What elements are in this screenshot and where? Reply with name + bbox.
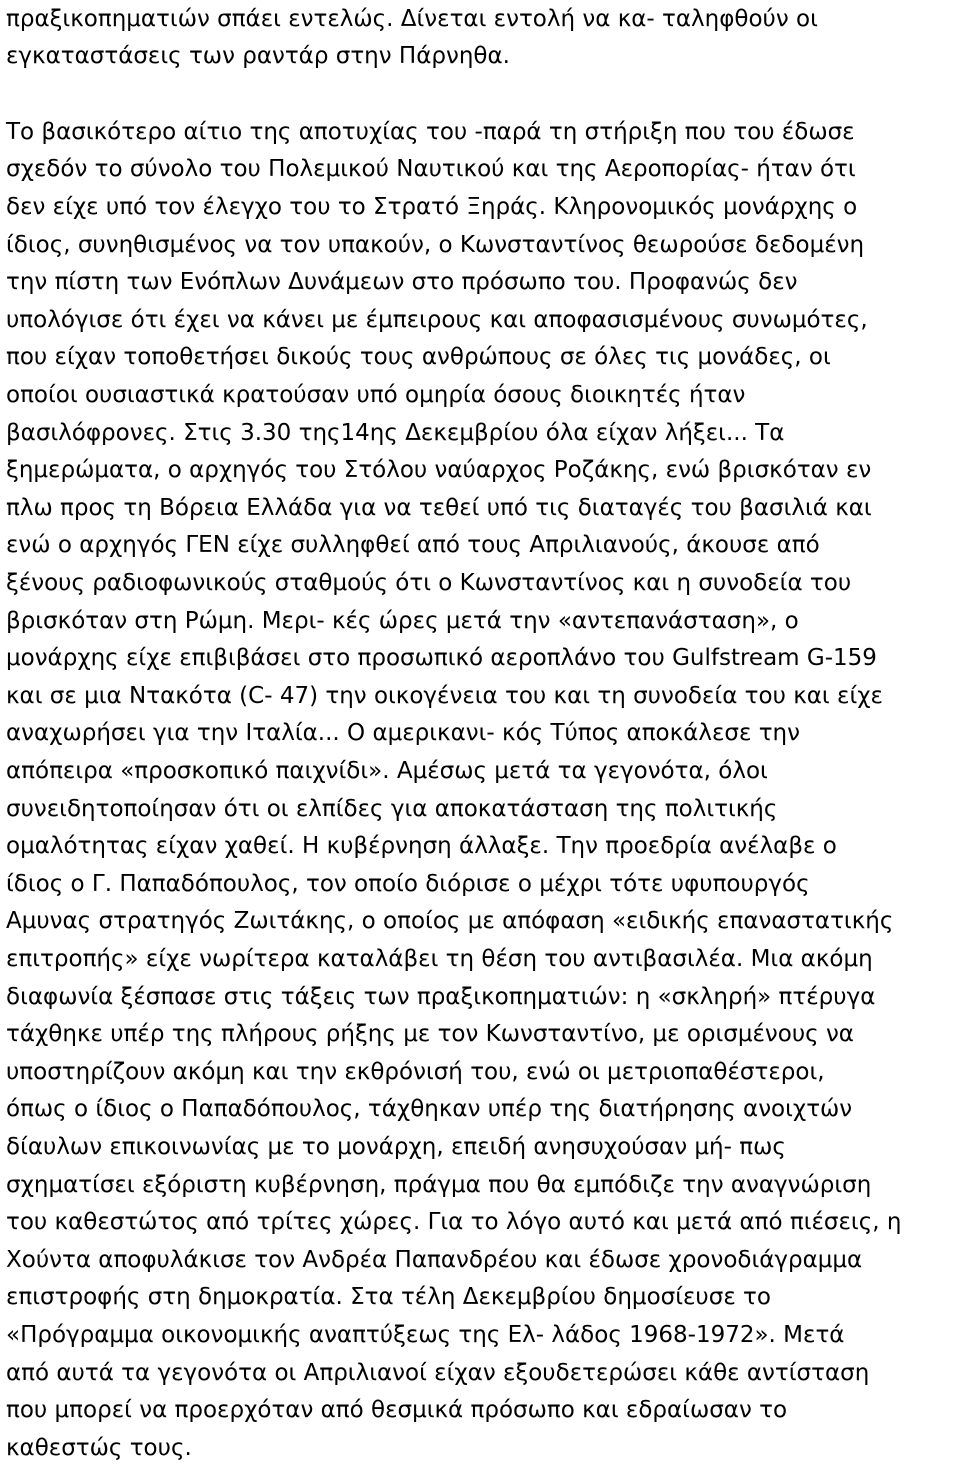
text-line: βασιλόφρονες. Στις 3.30 της14ης Δεκεμβρίου όλα είχαν λήξει... Τα [6,420,785,446]
text-line: επιστροφής στη δημοκρατία. Στα τέλη Δεκεμβρίου δημοσίευσε το [6,1284,771,1310]
text-line: υποστηρίζουν ακόμη και την εκθρόνισή του, ενώ οι μετριοπαθέστεροι, [6,1059,825,1085]
text-line: οποίοι ουσιαστικά κρατούσαν υπό ομηρία όσους διοικητές ήταν [6,382,746,408]
text-line: ομαλότητας είχαν χαθεί. Η κυβέρνηση άλλαξε. Την προεδρία ανέλαβε ο [6,833,837,859]
text-line: πλω προς τη Βόρεια Ελλάδα για να τεθεί υπό τις διαταγές του βασιλιά και [6,495,872,521]
text-line: Χούντα αποφυλάκισε τον Ανδρέα Παπανδρέου και έδωσε χρονοδιάγραμμα [6,1247,863,1273]
text-line: «Πρόγραμμα οικονομικής αναπτύξεως της Ελ- λάδος 1968-1972». Μετά [6,1322,845,1348]
text-line: Αμυνας στρατηγός Ζωιτάκης, ο οποίος με απόφαση «ειδικής επαναστατικής [6,908,894,934]
text-line: που μπορεί να προερχόταν από θεσμικά πρόσωπο και εδραίωσαν το [6,1397,788,1423]
text-line: δίαυλων επικοινωνίας με το μονάρχη, επειδή ανησυχούσαν μή- πως [6,1134,786,1160]
text-line: Το βασικότερο αίτιο της αποτυχίας του -παρά τη στήριξη που του έδωσε [6,119,855,145]
text-line: επιτροπής» είχε νωρίτερα καταλάβει τη θέση του αντιβασιλέα. Μια ακόμη [6,946,873,972]
text-line: εγκαταστάσεις των ραντάρ στην Πάρνηθα. [6,43,510,69]
text-line: βρισκόταν στη Ρώμη. Μερι- κές ώρες μετά την «αντεπανάσταση», ο [6,608,799,634]
text-line: δεν είχε υπό τον έλεγχο του το Στρατό Ξηράς. Κληρονομικός μονάρχης ο [6,194,858,220]
text-line: σχεδόν το σύνολο του Πολεμικού Ναυτικού και της Αεροπορίας- ήταν ότι [6,156,856,182]
text-line: τάχθηκε υπέρ της πλήρους ρήξης με τον Κωνσταντίνο, με ορισμένους να [6,1021,854,1047]
text-line: υπολόγισε ότι έχει να κάνει με έμπειρους και αποφασισμένους συνωμότες, [6,307,868,333]
text-line: μονάρχης είχε επιβιβάσει στο προσωπικό αεροπλάνο του Gulfstream G-159 [6,645,877,671]
text-line: ίδιος ο Γ. Παπαδόπουλος, τον οποίο διόρισε ο μέχρι τότε υφυπουργός [6,871,810,897]
text-line: συνειδητοποίησαν ότι οι ελπίδες για αποκατάσταση της πολιτικής [6,796,778,822]
text-line: ξημερώματα, ο αρχηγός του Στόλου ναύαρχος Ροζάκης, ενώ βρισκόταν εν [6,457,872,483]
text-line: και σε μια Ντακότα (C- 47) την οικογένεια του και τη συνοδεία του και είχε [6,683,883,709]
text-line: πραξικοπηματιών σπάει εντελώς. Δίνεται εντολή να κα- ταληφθούν οι [6,6,818,32]
text-line: από αυτά τα γεγονότα οι Απριλιανοί είχαν εξουδετερώσει κάθε αντίσταση [6,1360,870,1386]
text-line: απόπειρα «προσκοπικό παιχνίδι». Αμέσως μετά τα γεγονότα, όλοι [6,758,768,784]
text-line: ίδιος, συνηθισμένος να τον υπακούν, ο Κωνσταντίνος θεωρούσε δεδομένη [6,232,865,258]
text-line: ενώ ο αρχηγός ΓΕΝ είχε συλληφθεί από τους Απριλιανούς, άκουσε από [6,532,820,558]
text-line: καθεστώς τους. [6,1435,192,1461]
text-line: σχηματίσει εξόριστη κυβέρνηση, πράγμα που θα εμπόδιζε την αναγνώριση [6,1172,872,1198]
text-line: αναχωρήσει για την Ιταλία... Ο αμερικανι- κός Τύπος αποκάλεσε την [6,720,800,746]
text-line: ξένους ραδιοφωνικούς σταθμούς ότι ο Κωνσταντίνος και η συνοδεία του [6,570,852,596]
text-line: του καθεστώτος από τρίτες χώρες. Για το λόγο αυτό και μετά από πιέσεις, η [6,1209,902,1235]
text-line: την πίστη των Ενόπλων Δυνάμεων στο πρόσωπο του. Προφανώς δεν [6,269,798,295]
text-line: διαφωνία ξέσπασε στις τάξεις των πραξικοπηματιών: η «σκληρή» πτέρυγα [6,984,876,1010]
text-line: που είχαν τοποθετήσει δικούς τους ανθρώπους σε όλες τις μονάδες, οι [6,344,831,370]
text-line: όπως ο ίδιος ο Παπαδόπουλος, τάχθηκαν υπέρ της διατήρησης ανοιχτών [6,1096,853,1122]
